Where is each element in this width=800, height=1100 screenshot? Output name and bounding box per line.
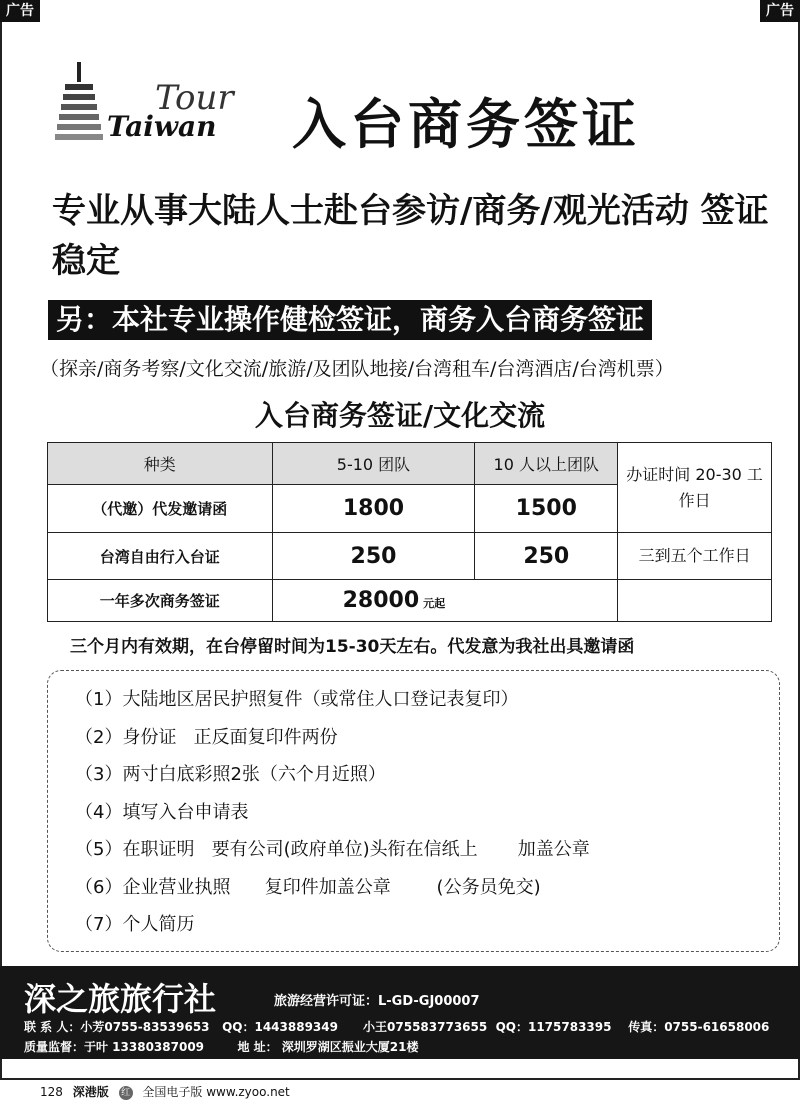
list-item: （6）企业营业执照 复印件加盖公章 (公务员免交) [75,876,541,898]
table-row [48,580,772,622]
empty-cell [618,580,772,622]
logo-word-taiwan: Taiwan [107,110,217,143]
header-category: 种类 [48,443,273,485]
tour-taiwan-logo [55,60,255,150]
address-line: 质量监督：于叶 13380387009 地 址： 深圳罗湖区振业大厦21楼 [24,1040,419,1054]
ad-label-right: 广告 [760,0,800,22]
agency-name: 深之旅旅行社 [24,980,217,1018]
table-row [48,533,772,580]
price-suffix: 元起 [423,597,446,610]
processing-time-note: 三到五个工作日 [618,533,772,580]
list-item: （5）在职证明 要有公司(政府单位)头衔在信纸上 加盖公章 [75,839,590,860]
page-number: 128 [40,1085,63,1099]
license-number: 旅游经营许可证：L-GD-GJ00007 [274,994,480,1009]
logo-word-tour: Tour [155,78,234,118]
price-value: 1800 [272,485,475,533]
agency-footer [0,966,800,1059]
headline: 专业从事大陆人士赴台参访/商务/观光活动 签证稳定 [52,191,769,281]
price-value: 250 [272,533,475,580]
price-value: 1500 [475,485,618,533]
page-footer [40,1083,296,1100]
pagoda-icon [55,60,115,150]
list-item: （4）填写入台申请表 [75,801,249,823]
edition-badge-icon: 红 [119,1086,133,1100]
list-item: （1）大陆地区居民护照复件（或常住人口登记表复印） [75,689,519,710]
price-section-title: 入台商务签证/文化交流 [254,399,546,432]
price-table [47,442,772,622]
list-item: （2）身份证 正反面复印件两份 [75,726,338,748]
edition-label: 深港版 [72,1085,109,1099]
contact-line: 联 系 人：小芳0755-83539653 QQ：1443889349 小王075583773655 QQ：1175783395 传真：0755-61658006 [24,1020,770,1034]
validity-note: 三个月内有效期，在台停留时间为15-30天左右。代发意为我社出具邀请函 [70,637,635,657]
list-item: （3）两寸白底彩照2张（六个月近照） [75,764,386,785]
price-value: 28000 [342,588,420,613]
header-group-small: 5-10 团队 [272,443,475,485]
site-label: 全国电子版 www.zyoo.net [142,1085,290,1099]
row-label: 一年多次商务签证 [48,580,273,622]
processing-time-note: 办证时间 20-30 工作日 [618,443,772,533]
price-value-cell [272,580,618,622]
requirements-list [75,681,775,944]
also-banner: 另：本社专业操作健检签证，商务入台商务签证 [48,300,652,340]
services-line: （探亲/商务考察/文化交流/旅游/及团队地接/台湾租车/台湾酒店/台湾机票） [40,358,674,380]
row-label: （代邀）代发邀请函 [48,485,273,533]
row-label: 台湾自由行入台证 [48,533,273,580]
ad-label-left: 广告 [0,0,40,22]
main-title: 入台商务签证 [292,93,640,156]
list-item: （7）个人简历 [75,914,195,935]
header-group-large: 10 人以上团队 [475,443,618,485]
price-value: 250 [475,533,618,580]
